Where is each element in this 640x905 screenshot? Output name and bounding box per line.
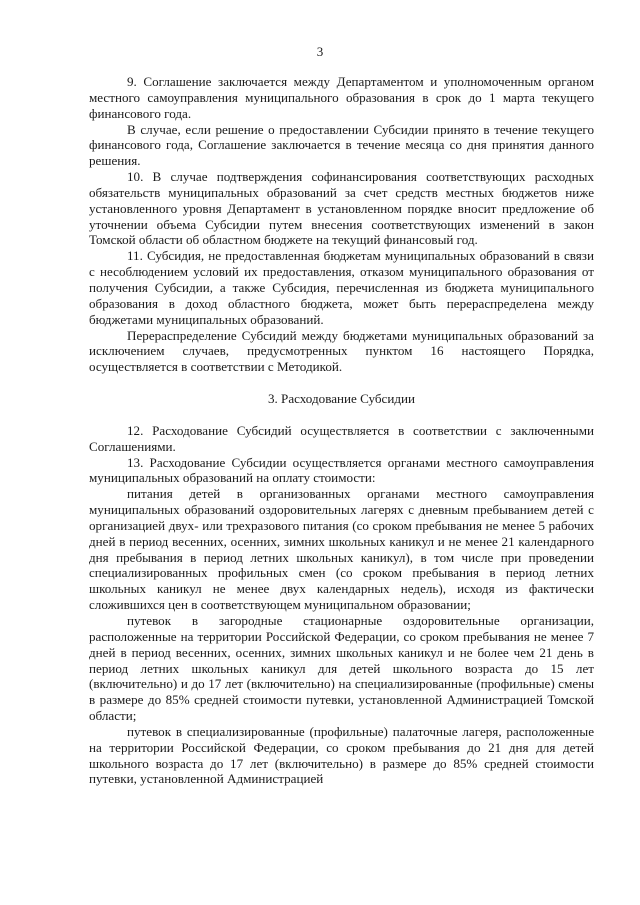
paragraph-13-country-camps: путевок в загородные стационарные оздоровительные организации, расположенные на территории Российской Федерации, со сроком пребывания не менее 7 дней в период весенних, осенних, зимних школьных каникул и не более чем 21 день в период летних школьных каникул для детей школьного возраста до 15 лет (включительно) и до 17 лет (включительно) на специализированные (профильные) смены в размере до 85% средней стоимости путевки, установленной Администрацией Томской области; [89, 613, 594, 724]
page-number: 3 [316, 44, 324, 59]
document-body [89, 74, 594, 787]
paragraph-13-tent-camps: путевок в специализированные (профильные) палаточные лагеря, расположенные на территории Российской Федерации, со сроком пребывания до 21 дня для детей школьного возраста до 17 лет (включительно) в размере до 85% средней стоимости путевки, установленной Администрацией [89, 723, 594, 787]
section-heading: 3. Расходование Субсидии [267, 391, 416, 407]
paragraph-9-addendum: В случае, если решение о предоставлении Субсидии принято в течение текущего финансового года, Соглашение заключается в течение месяца со дня принятия данного решения. [89, 121, 594, 169]
paragraph-13: 13. Расходование Субсидии осуществляется органами местного самоуправления муниципальных образований на оплату стоимости: [89, 454, 594, 486]
paragraph-13-meals: питания детей в организованных органами местного самоуправления муниципальных образований оздоровительных лагерях с дневным пребыванием детей с организацией двух- или трехразового питания (со сроком пребывания не менее 5 рабочих дней в период весенних, осенних, зимних школьных каникул и не менее 21 календарного дня пребывания в период летних школьных каникул), в том числе при проведении специализированных профильных смен (со сроком пребывания в период летних школьных каникул не менее двух календарных недель), исходя из фактически сложившихся цен в соответствующем муниципальном образовании; [89, 486, 594, 613]
paragraph-10: 10. В случае подтверждения софинансирования соответствующих расходных обязательств муниципальных образований за счет средств местных бюджетов ниже установленного уровня Департамент в установленном порядке вносит предложение об уточнении объема Субсидии путем внесения соответствующих изменений в закон Томской области об областном бюджете на текущий финансовый год. [89, 169, 594, 248]
paragraph-11: 11. Субсидия, не предоставленная бюджетам муниципальных образований в связи с несоблюдением условий их предоставления, отказом муниципального образования от получения Субсидии, а также Субсидия, перечисленная из бюджета муниципального образования в доход областного бюджета, может быть перераспределена между бюджетами муниципальных образований. [89, 248, 594, 327]
paragraph-11-redistribution: Перераспределение Субсидий между бюджетами муниципальных образований за исключением случаев, предусмотренных пунктом 16 настоящего Порядка, осуществляется в соответствии с Методикой. [89, 327, 594, 375]
paragraph-12: 12. Расходование Субсидий осуществляется в соответствии с заключенными Соглашениями. [89, 422, 594, 454]
paragraph-9: 9. Соглашение заключается между Департаментом и уполномоченным органом местного самоуправления муниципального образования в срок до 1 марта текущего финансового года. [89, 74, 594, 121]
